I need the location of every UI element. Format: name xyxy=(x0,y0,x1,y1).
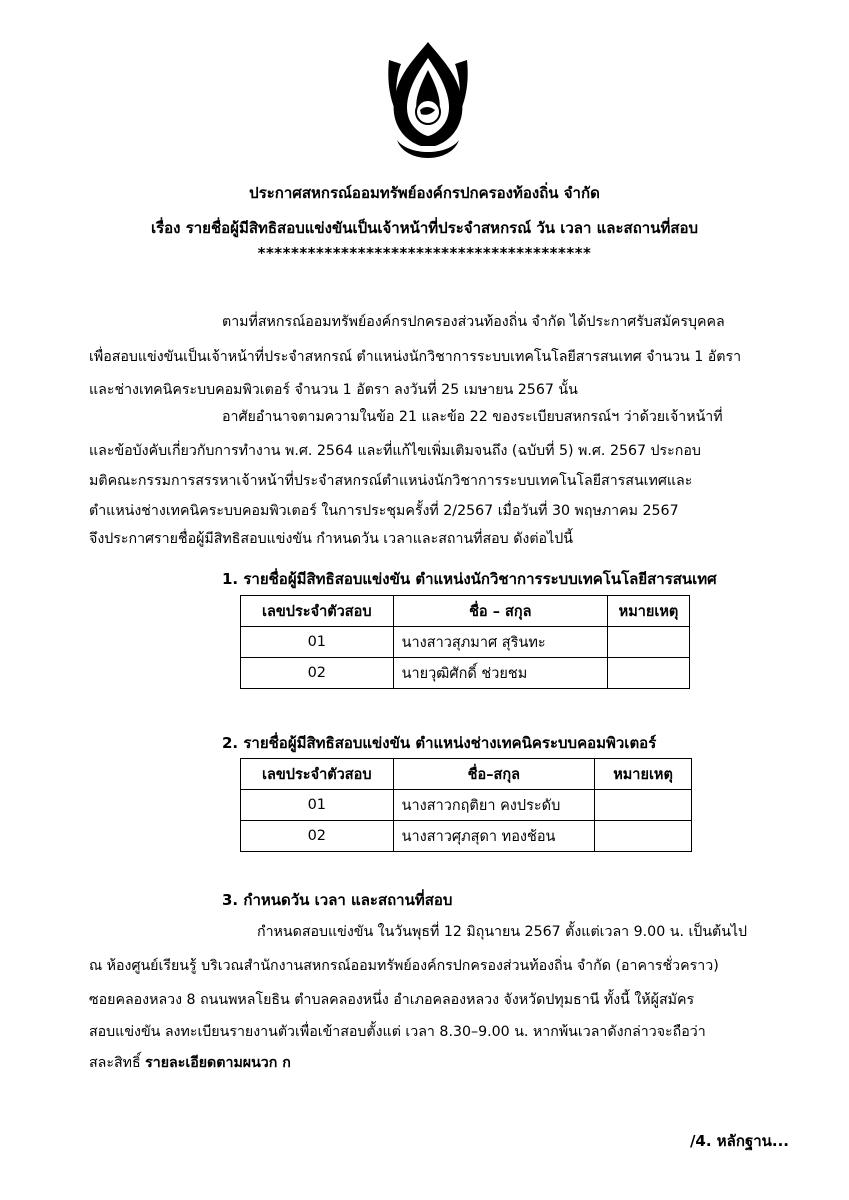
table-row xyxy=(241,821,692,852)
col-full-name: ชื่อ–สกุล xyxy=(393,759,594,790)
table-row xyxy=(241,658,690,689)
intro-line-2: เพื่อสอบแข่งขันเป็นเจ้าหน้าที่ประจำสหกรณ์ ตำแหน่งนักวิชาการระบบเทคโนโลยีสารสนเทศ จำนวน 1 อัตรา xyxy=(89,349,742,365)
table-row xyxy=(241,790,692,821)
remark-cell xyxy=(608,627,690,658)
section2-table xyxy=(240,758,692,852)
name-cell: นายวุฒิศักดิ์ ช่วยชม xyxy=(393,658,607,689)
section3-line-5 xyxy=(89,1052,291,1074)
section3-line-4: สอบแข่งขัน ลงทะเบียนรายงานตัวเพื่อเข้าสอบตั้งแต่ เวลา 8.30–9.00 น. หากพ้นเวลาดังกล่าวจะถือว่า xyxy=(89,1024,706,1040)
separator-stars: **************************************** xyxy=(257,244,592,262)
name-cell: นางสาวศุภสุดา ทองช้อน xyxy=(393,821,594,852)
table-header-row xyxy=(241,759,692,790)
col-remark: หมายเหตุ xyxy=(608,596,690,627)
section3-line-3: ซอยคลองหลวง 8 ถนนพหลโยธิน ตำบลคลองหนึ่ง อำเภอคลองหลวง จังหวัดปทุมธานี ทั้งนี้ ให้ผู้สมัคร xyxy=(89,992,695,1008)
basis-line-2: และข้อบังคับเกี่ยวกับการทำงาน พ.ศ. 2564 และที่แก้ไขเพิ่มเติมจนถึง (ฉบับที่ 5) พ.ศ. 2567 ประกอบ xyxy=(89,443,701,459)
col-full-name: ชื่อ – สกุล xyxy=(393,596,607,627)
col-exam-id: เลขประจำตัวสอบ xyxy=(241,759,394,790)
exam-id-cell: 02 xyxy=(241,658,394,689)
table-row xyxy=(241,627,690,658)
section2-heading: 2. รายชื่อผู้มีสิทธิสอบแข่งขัน ตำแหน่งช่างเทคนิคระบบคอมพิวเตอร์ xyxy=(222,734,657,752)
basis-line-3: มติคณะกรรมการสรรหาเจ้าหน้าที่ประจำสหกรณ์ตำแหน่งนักวิชาการระบบเทคโนโลยีสารสนเทศและ xyxy=(89,473,693,489)
section3-line-2: ณ ห้องศูนย์เรียนรู้ บริเวณสำนักงานสหกรณ์ออมทรัพย์องค์กรปกครองส่วนท้องถิ่น จำกัด (อาคารชั่วคราว) xyxy=(89,958,719,974)
basis-line-1: อาศัยอำนาจตามความในข้อ 21 และข้อ 22 ของระเบียบสหกรณ์ฯ ว่าด้วยเจ้าหน้าที่ xyxy=(222,409,723,425)
col-remark: หมายเหตุ xyxy=(595,759,692,790)
remark-cell xyxy=(595,790,692,821)
intro-line-1: ตามที่สหกรณ์ออมทรัพย์องค์กรปกครองส่วนท้องถิ่น จำกัด ได้ประกาศรับสมัครบุคคล xyxy=(222,314,725,330)
section3-line-1: กำหนดสอบแข่งขัน ในวันพุธที่ 12 มิถุนายน 2567 ตั้งแต่เวลา 9.00 น. เป็นต้นไป xyxy=(257,924,748,940)
table-header-row xyxy=(241,596,690,627)
announcement-title: ประกาศสหกรณ์ออมทรัพย์องค์กรปกครองท้องถิ่น จำกัด xyxy=(249,184,600,202)
basis-line-4: ตำแหน่งช่างเทคนิคระบบคอมพิวเตอร์ ในการประชุมครั้งที่ 2/2567 เมื่อวันที่ 30 พฤษภาคม 2567 xyxy=(89,503,679,519)
name-cell: นางสาวกฤติยา คงประดับ xyxy=(393,790,594,821)
name-cell: นางสาวสุภมาศ สุรินทะ xyxy=(393,627,607,658)
forfeit-text: สละสิทธิ์ xyxy=(89,1055,146,1071)
section1-heading: 1. รายชื่อผู้มีสิทธิสอบแข่งขัน ตำแหน่งนักวิชาการระบบเทคโนโลยีสารสนเทศ xyxy=(222,570,717,588)
exam-id-cell: 01 xyxy=(241,790,394,821)
remark-cell xyxy=(595,821,692,852)
cooperative-logo xyxy=(385,40,471,180)
announcement-subject: เรื่อง รายชื่อผู้มีสิทธิสอบแข่งขันเป็นเจ้าหน้าที่ประจำสหกรณ์ วัน เวลา และสถานที่สอบ xyxy=(150,219,699,237)
section3-heading: 3. กำหนดวัน เวลา และสถานที่สอบ xyxy=(222,891,453,909)
basis-line-5: จึงประกาศรายชื่อผู้มีสิทธิสอบแข่งขัน กำหนดวัน เวลาและสถานที่สอบ ดังต่อไปนี้ xyxy=(89,531,573,547)
remark-cell xyxy=(608,658,690,689)
page-continuation: /4. หลักฐาน... xyxy=(689,1132,789,1150)
section1-table xyxy=(240,595,690,689)
col-exam-id: เลขประจำตัวสอบ xyxy=(241,596,394,627)
intro-line-3: และช่างเทคนิคระบบคอมพิวเตอร์ จำนวน 1 อัตรา ลงวันที่ 25 เมษายน 2567 นั้น xyxy=(89,382,578,398)
appendix-reference: รายละเอียดตามผนวก ก xyxy=(145,1055,291,1071)
exam-id-cell: 02 xyxy=(241,821,394,852)
exam-id-cell: 01 xyxy=(241,627,394,658)
